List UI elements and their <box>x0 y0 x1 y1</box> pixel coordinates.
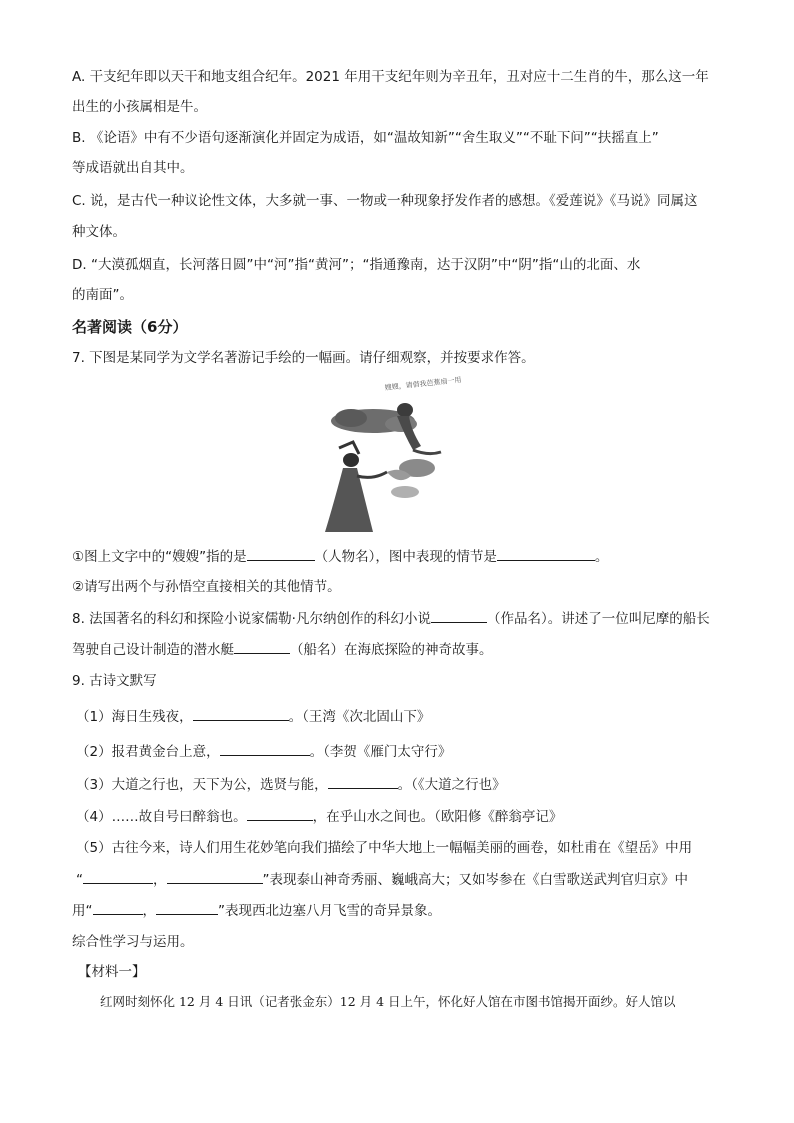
q9-p5-comma-2: ， <box>142 903 156 919</box>
q7-sub1-text-c: 。 <box>594 549 609 565</box>
illustration-caption: 嫂嫂，请借我芭蕉扇一用 <box>384 376 462 392</box>
q7-sub1-text-b: （人物名），图中表现的情节是 <box>314 549 497 565</box>
q9-p5-quote-open: “ <box>76 872 83 888</box>
q8-text-d: （船名）在海底探险的神奇故事。 <box>290 642 493 658</box>
q7-sub1 <box>72 546 608 567</box>
q9-p5-comma-1: ， <box>153 872 167 888</box>
answer-blank-p3[interactable] <box>328 774 398 789</box>
q9-p2-text-a: （2）报君黄金台上意， <box>76 744 220 760</box>
q8-text-a: 8. 法国著名的科幻和探险小说家儒勒·凡尔纳创作的科幻小说 <box>72 611 431 627</box>
q9-p1-text-a: （1）海日生残夜， <box>76 709 193 725</box>
q8-text-c: 驾驶自己设计制造的潜水艇 <box>72 642 234 658</box>
q9-poem-4 <box>76 806 562 827</box>
option-b-line2: 等成语就出自其中。 <box>72 160 194 176</box>
option-d-line2: 的南面”。 <box>72 287 133 303</box>
comprehensive-title: 综合性学习与运用。 <box>72 934 194 950</box>
answer-blank-p2[interactable] <box>220 741 310 756</box>
q9-poem-5-line2 <box>76 869 688 890</box>
illustration-drawing <box>313 376 483 538</box>
q9-p4-text-a: （4）……故自号曰醉翁也。 <box>76 809 247 825</box>
q9-title: 9. 古诗文默写 <box>72 673 157 689</box>
q8-text-b: （作品名）。讲述了一位叫尼摩的船长 <box>486 611 710 627</box>
section-heading: 名著阅读（6分） <box>72 318 188 336</box>
q8-line1 <box>72 608 710 629</box>
answer-blank-character[interactable] <box>247 546 315 561</box>
option-d-line1: D. “大漠孤烟直，长河落日圆”中“河”指“黄河”；“指通豫南，达于汉阴”中“阴”指“山的北面、水 <box>72 257 641 273</box>
q9-p3-text-a: （3）大道之行也，天下为公，选贤与能， <box>76 777 328 793</box>
answer-blank-p5-2[interactable] <box>167 869 263 884</box>
answer-blank-p5-4[interactable] <box>156 900 218 915</box>
q7-stem: 7. 下图是某同学为文学名著游记手绘的一幅画。请仔细观察，并按要求作答。 <box>72 350 535 366</box>
q9-p5-text-d: 用“ <box>72 903 93 919</box>
q9-p2-text-b: 。（李贺《雁门太守行》 <box>309 744 452 760</box>
answer-blank-p4[interactable] <box>247 806 313 821</box>
q9-poem-2 <box>76 741 451 762</box>
q9-poem-3 <box>76 774 506 795</box>
q9-p1-text-b: 。（王湾《次北固山下》 <box>288 709 431 725</box>
answer-blank-p5-1[interactable] <box>83 869 153 884</box>
answer-blank-work[interactable] <box>431 608 487 623</box>
q9-p4-text-b: ，在乎山水之间也。（欧阳修《醉翁亭记》 <box>312 809 563 825</box>
q9-poem-5-line1: （5）古往今来，诗人们用生花妙笔向我们描绘了中华大地上一幅幅美丽的画卷，如杜甫在《望岳》中用 <box>76 840 693 856</box>
q9-p3-text-b: 。（《大道之行也》 <box>397 777 506 793</box>
q9-p5-text-c: ”表现泰山神奇秀丽、巍峨高大；又如岑参在《白雪歌送武判官归京》中 <box>262 872 688 888</box>
material-one-label: 【材料一】 <box>78 964 146 980</box>
option-c-line2: 种文体。 <box>72 224 126 240</box>
answer-blank-ship[interactable] <box>234 639 290 654</box>
material-one-text: 红网时刻怀化 12 月 4 日讯（记者张金东）12 月 4 日上午，怀化好人馆在市图书馆揭开面纱。好人馆以 <box>100 994 676 1009</box>
illustration <box>313 376 483 538</box>
q9-p5-text-e: ”表现西北边塞八月飞雪的奇异景象。 <box>218 903 441 919</box>
q9-poem-5-line3 <box>72 900 441 921</box>
answer-blank-p5-3[interactable] <box>93 900 143 915</box>
option-a-line1: A. 干支纪年即以天干和地支组合纪年。2021 年用干支纪年则为辛丑年，丑对应十二生肖的牛，那么这一年 <box>72 69 709 85</box>
answer-blank-p1[interactable] <box>193 706 289 721</box>
option-a-line2: 出生的小孩属相是牛。 <box>72 99 207 115</box>
q7-sub1-text-a: ①图上文字中的“嫂嫂”指的是 <box>72 549 247 565</box>
option-c-line1: C. 说，是古代一种议论性文体，大多就一事、一物或一种现象抒发作者的感想。《爱莲说》《马说》同属这 <box>72 193 698 209</box>
answer-blank-plot[interactable] <box>497 546 595 561</box>
q8-line2 <box>72 639 493 660</box>
q9-poem-1 <box>76 706 430 727</box>
q7-sub2: ②请写出两个与孙悟空直接相关的其他情节。 <box>72 579 341 595</box>
option-b-line1: B. 《论语》中有不少语句逐渐演化并固定为成语，如“温故知新”“舍生取义”“不耻下问”“扶摇直上” <box>72 130 659 146</box>
